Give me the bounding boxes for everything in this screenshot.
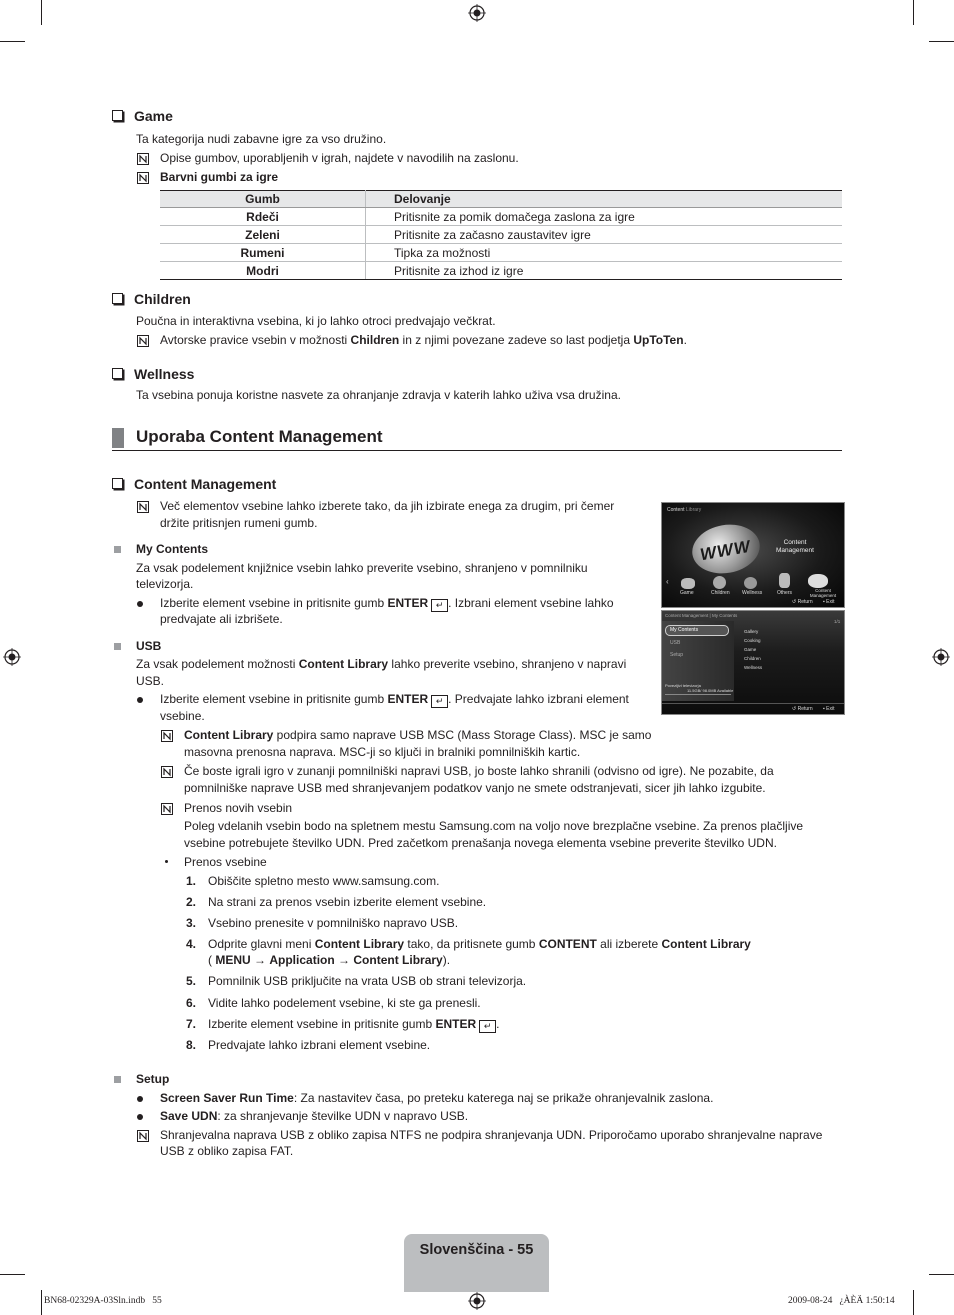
menu-item-label: My Contents [670, 627, 699, 633]
usb-note-1: Content Library podpira samo naprave USB MSC (Mass Storage Class). MSC je samo [184, 728, 652, 742]
crop-mark [41, 0, 42, 25]
usb-note-2-line2: pomnilniške naprave USB med shranjevanjem podatkov vanjo ne smete odstranjevati, sicer jih lahko izgubite. [184, 781, 766, 795]
table-cell: Rdeči [160, 208, 366, 226]
step-text: Na strani za prenos vsebin izberite element vsebine. [208, 895, 487, 909]
step-text: Izberite element vsebine in pritisnite gumb ENTER ↵ . [208, 1017, 500, 1031]
dot-bullet-icon [137, 601, 143, 607]
note-icon [161, 803, 172, 814]
note-icon [137, 153, 148, 164]
children-note: Avtorske pravice vsebin v možnosti Children in z njimi povezane zadeve so last podjetja UpToTen. [160, 333, 687, 347]
crop-mark [929, 41, 954, 42]
setup-bullet-1: Screen Saver Run Time: Za nastavitev časa, po preteku katerega naj se prikaže ohranjevalnik zaslona. [160, 1091, 714, 1105]
usb-bullet: Izberite element vsebine in pritisnite gumb ENTER ↵ . Predvajate lahko izbrani element [160, 692, 629, 706]
print-file-info: BN68-02329A-03Sln.indb 55 [44, 1296, 162, 1306]
menu-item-label: Game [680, 590, 694, 596]
step-text: Predvajate lahko izbrani element vsebine. [208, 1038, 431, 1052]
table-header: Delovanje [366, 191, 843, 208]
checkbox-bullet-icon [112, 368, 123, 379]
step-text: Vidite lahko podelement vsebine, ki ste ga prenesli. [208, 996, 481, 1010]
step-number: 8. [185, 1038, 196, 1052]
game-item-icon [681, 578, 695, 589]
usb-note-2: Če boste igrali igro v zunanji pomnilniški napravi USB, jo boste lahko shranili (odvisno od igre). Ne pozabite, da [184, 764, 774, 778]
table-cell: Zeleni [160, 226, 366, 244]
usb-title: USB [136, 639, 162, 653]
my-contents-title: My Contents [136, 542, 208, 556]
usb-note-3-line2: Poleg vdelanih vsebin bodo na spletnem mestu Samsung.com na voljo nove brezplačne vsebine. Za prenos plačljive [184, 819, 804, 833]
list-item: Game [744, 647, 757, 652]
step-number: 3. [185, 916, 196, 930]
menu-item-label: Wellness [742, 590, 763, 596]
table-header: Gumb [160, 191, 366, 208]
registration-mark-icon [468, 1292, 486, 1310]
return-hint: ↺ Return [792, 599, 813, 605]
table-cell: Tipka za možnosti [366, 244, 843, 262]
usb-note-1-line2: masovna prenosna naprava. MSC-ji so ključi in bralniki pomnilniških kartic. [184, 745, 581, 759]
my-contents-line1: Za vsak podelement knjižnice vsebin lahko preverite vsebino, shranjeno v pomnilniku [136, 561, 588, 575]
content-library-screenshot [661, 502, 845, 608]
enter-icon: ↵ [479, 1020, 496, 1033]
note-icon [161, 730, 172, 741]
children-item-icon [713, 576, 726, 589]
setup-title: Setup [136, 1072, 170, 1086]
table-cell: Rumeni [160, 244, 366, 262]
dot-bullet-icon [137, 697, 143, 703]
crop-mark [913, 1290, 914, 1315]
setup-bullet-2: Save UDN: za shranjevanje številke UDN v napravo USB. [160, 1109, 469, 1123]
menu-item-label: Others [777, 590, 793, 596]
square-bullet-icon [114, 643, 121, 650]
step-number: 7. [185, 1017, 196, 1031]
bottom-bar [662, 703, 844, 704]
cm-note-line2: držite pritisnjen rumeni gumb. [160, 516, 318, 530]
usb-note-3-line3: vsebine potrebujete številko UDN. Pred začetkom prenašanja novega elementa vsebine preverite številko UDN. [184, 836, 777, 850]
checkbox-bullet-icon [112, 478, 123, 489]
checkbox-bullet-icon [112, 293, 123, 304]
step-text: Obiščite spletno mesto www.samsung.com. [208, 874, 440, 888]
table-cell: Pritisnite za začasno zaustavitev igre [366, 226, 843, 244]
list-item: Cooking [744, 638, 761, 643]
heading-text: Uporaba Content Management [136, 427, 383, 446]
crop-mark [0, 1274, 25, 1275]
enter-icon: ↵ [431, 599, 448, 612]
page-indicator: 1/1 [834, 619, 841, 624]
step-number: 4. [185, 937, 196, 951]
wellness-intro: Ta vsebina ponuja koristne nasvete za ohranjanje zdravja v katerih lahko uživa vsa družina. [136, 388, 621, 402]
exit-hint: ▪ Exit [823, 706, 835, 712]
enter-icon: ↵ [431, 695, 448, 708]
table-row [160, 208, 842, 226]
menu-item-label: USB [670, 640, 681, 646]
page-number-tab: Slovenščina - 55 [404, 1234, 549, 1292]
small-dot-bullet-icon [165, 860, 168, 863]
step-text: Pomnilnik USB priključite na vrata USB ob strani televizorja. [208, 974, 527, 988]
table-cell: Modri [160, 262, 366, 280]
table-header-row [160, 191, 842, 208]
download-title: Prenos vsebine [184, 855, 267, 869]
my-contents-line2: televizorja. [136, 577, 194, 591]
crop-mark [0, 41, 25, 42]
note-icon [137, 501, 148, 512]
note-icon [137, 335, 148, 346]
screenshot-header: Content Management | My Contents [665, 613, 738, 618]
table-row [160, 226, 842, 244]
step-number: 2. [185, 895, 196, 909]
section-title-wellness: Wellness [112, 366, 194, 382]
usb-line2: USB. [136, 674, 165, 688]
step-number: 6. [185, 996, 196, 1010]
crop-mark [929, 1274, 954, 1275]
crop-mark [913, 0, 914, 25]
wellness-item-icon [744, 577, 757, 589]
menu-item-label: Content Management [809, 588, 837, 598]
note-icon [137, 172, 148, 183]
return-hint: ↺ Return [792, 706, 813, 712]
screenshot-header: Content Library [667, 507, 702, 513]
step-text-line2: ( MENU → Application → Content Library). [208, 953, 451, 967]
usb-line1: Za vsak podelement možnosti Content Library lahko preverite vsebino, shranjeno v napravi [136, 657, 627, 671]
setup-note-line2: USB z obliko zapisa FAT. [160, 1144, 294, 1158]
list-item: Children [744, 656, 761, 661]
crop-mark [41, 1290, 42, 1315]
usb-note-3: Prenos novih vsebin [184, 801, 293, 815]
dot-bullet-icon [137, 1114, 143, 1120]
children-intro: Poučna in interaktivna vsebina, ki jo lahko otroci predvajajo večkrat. [136, 314, 496, 328]
step-number: 1. [185, 874, 196, 888]
my-contents-bullet-line2: predvajate ali izbrišete. [160, 612, 283, 626]
print-datetime: 2009-08-24 ¿ÀÈÄ 1:50:14 [788, 1296, 895, 1306]
section-title-content-management: Content Management [112, 476, 276, 492]
content-management-screenshot [661, 610, 845, 715]
game-note-2: Barvni gumbi za igre [160, 170, 279, 184]
checkbox-bullet-icon [112, 110, 123, 121]
storage-bar [665, 694, 731, 695]
table-row [160, 262, 842, 280]
note-icon [161, 766, 172, 777]
game-intro: Ta kategorija nudi zabavne igre za vso družino. [136, 132, 387, 146]
registration-mark-icon [932, 648, 950, 666]
step-text: Odprite glavni meni Content Library tako, da pritisnete gumb CONTENT ali izberete Content Library [208, 937, 751, 951]
list-item: Wellness [744, 665, 763, 670]
table-cell: Pritisnite za izhod iz igre [366, 262, 843, 280]
step-text: Vsebino prenesite v pomnilniško napravo USB. [208, 916, 459, 930]
www-logo-text: WWW [698, 536, 753, 565]
exit-hint: ▪ Exit [823, 599, 835, 605]
registration-mark-icon [468, 4, 486, 22]
table-row [160, 244, 842, 262]
others-item-icon [779, 573, 790, 588]
registration-mark-icon [3, 648, 21, 666]
square-bullet-icon [114, 546, 121, 553]
center-label: Content Management [776, 539, 814, 554]
content-management-item-icon [808, 574, 828, 588]
list-item: Gallery [744, 629, 759, 634]
dot-bullet-icon [137, 1096, 143, 1102]
heading-bar [112, 428, 124, 448]
square-bullet-icon [114, 1076, 121, 1083]
section-title-children: Children [112, 291, 191, 307]
table-cell: Pritisnite za pomik domačega zaslona za igre [366, 208, 843, 226]
menu-item-label: Setup [670, 652, 684, 658]
my-contents-bullet: Izberite element vsebine in pritisnite gumb ENTER ↵ . Izbrani element vsebine lahko [160, 596, 614, 610]
game-note-1: Opise gumbov, uporabljenih v igrah, najdete v navodilih na zaslonu. [160, 151, 519, 165]
note-icon [137, 1130, 148, 1141]
chevron-left-icon: ‹ [666, 577, 669, 586]
section-title-game: Game [112, 108, 173, 124]
cm-note-line1: Več elementov vsebine lahko izberete tako, da jih izbirate enega za drugim, pri čemer [160, 499, 615, 513]
menu-item-label: Children [711, 590, 730, 596]
storage-value: 11.5GB/ 98.0MB Available [687, 688, 734, 693]
game-buttons-table [160, 190, 842, 280]
setup-note: Shranjevalna naprava USB z obliko zapisa NTFS ne podpira shranjevanja UDN. Priporočamo uporabo shranjevalne naprave [160, 1128, 823, 1142]
section-heading [112, 426, 842, 451]
storage-label: Povezljivi televizorja [665, 683, 701, 688]
step-number: 5. [185, 974, 196, 988]
usb-bullet-line2: vsebine. [160, 709, 205, 723]
